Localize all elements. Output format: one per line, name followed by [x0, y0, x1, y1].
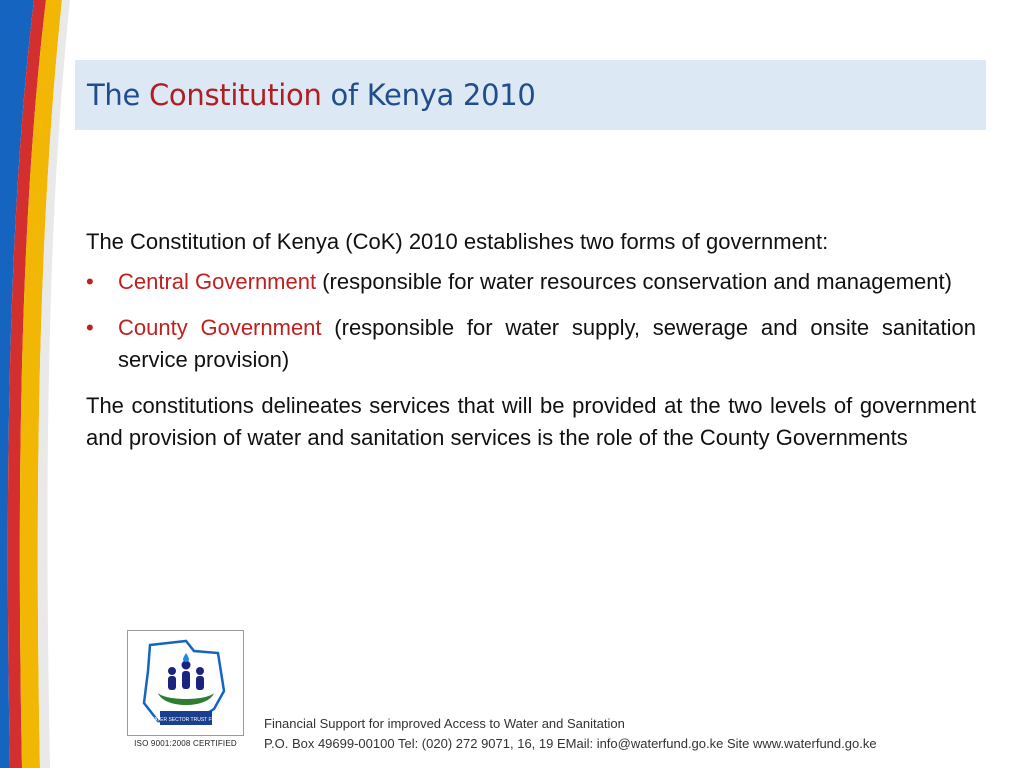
bullet-item-central-government: [86, 266, 976, 298]
logo-emblem-icon: [128, 631, 243, 735]
intro-paragraph: The Constitution of Kenya (CoK) 2010 establishes two forms of government:: [86, 229, 829, 254]
bullet-text: (responsible for water resources conservation and management): [316, 269, 952, 294]
logo-banner-text: WATER SECTOR TRUST FUND: [149, 717, 223, 723]
footer: [264, 714, 984, 754]
slide-body: [86, 226, 976, 454]
water-sector-trust-fund-logo: [127, 630, 244, 736]
footer-line-2: P.O. Box 49699-00100 Tel: (020) 272 9071, 16, 19 EMail: info@waterfund.go.ke Site www.waterfund.go.ke: [264, 736, 877, 751]
bullet-marker: •: [86, 315, 94, 340]
title-accent-word: Constitution: [148, 78, 322, 112]
title-part-2: of Kenya 2010: [321, 78, 536, 112]
bullet-item-county-government: [86, 312, 976, 376]
bullet-text: (responsible for water supply, sewerage and onsite sanitation service provision): [118, 315, 977, 372]
bullet-marker: •: [86, 269, 94, 294]
bullet-highlight: County Government: [118, 315, 322, 340]
bullet-list: [86, 266, 976, 376]
slide-title: [87, 78, 536, 112]
iso-certification-label: ISO 9001:2008 CERTIFIED: [134, 739, 237, 748]
bullet-highlight: Central Government: [118, 269, 317, 294]
title-part-1: The: [87, 78, 149, 112]
title-bar: [75, 60, 986, 130]
footer-line-1: Financial Support for improved Access to Water and Sanitation: [264, 716, 625, 731]
closing-paragraph: The constitutions delineates services that will be provided at the two levels of government and provision of water and sanitation services is the role of the County Governments: [86, 393, 976, 450]
